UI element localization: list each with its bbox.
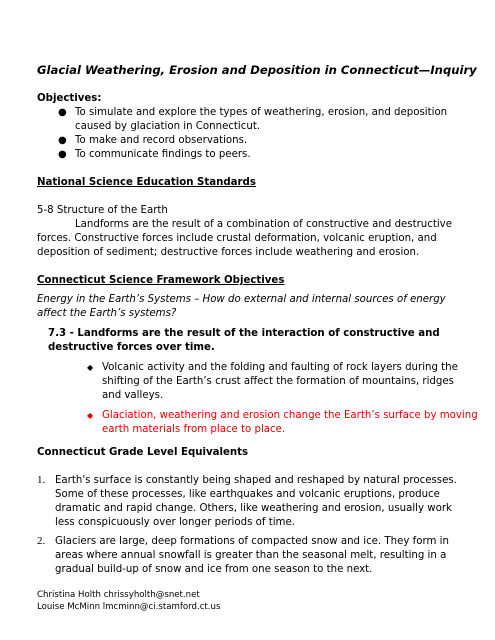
objectives-heading: Objectives: xyxy=(37,93,102,104)
csf-standard-line: destructive forces over time. xyxy=(48,342,215,353)
cgle-item-line: Glaciers are large, deep formations of compacted snow and ice. They form in xyxy=(55,536,449,547)
csf-question-line: affect the Earth’s systems? xyxy=(37,308,177,319)
objective-item: To make and record observations. xyxy=(75,135,248,146)
cgle-heading: Connecticut Grade Level Equivalents xyxy=(37,447,249,458)
cgle-item-line: areas where annual snowfall is greater than the seasonal melt, resulting in a xyxy=(55,550,447,561)
cgle-item-number: 1. xyxy=(37,474,46,486)
document-title: Glacial Weathering, Erosion and Deposition in Connecticut—Inquiry xyxy=(37,63,477,77)
nses-text-line: deposition of sediment; destructive forces include weathering and erosion. xyxy=(37,247,420,258)
footer-author-1: Christina Holth chrissyholth@snet.net xyxy=(37,590,200,600)
nses-text-line: forces. Constructive forces include crustal deformation, volcanic eruption, and xyxy=(37,233,437,244)
csf-bullet-line: and valleys. xyxy=(102,390,164,401)
cgle-item-line: gradual build-up of snow and ice from one season to the next. xyxy=(55,564,373,575)
objective-item-cont: caused by glaciation in Connecticut. xyxy=(75,121,261,132)
bullet-dot-icon: ● xyxy=(58,149,67,160)
cgle-item-line: Some of these processes, like earthquakes and volcanic eruptions, produce xyxy=(55,489,440,500)
cgle-item-line: dramatic and rapid change. Others, like weathering and erosion, usually work xyxy=(55,503,452,514)
diamond-bullet-icon: ◆ xyxy=(87,411,94,420)
diamond-bullet-icon: ◆ xyxy=(87,363,94,372)
csf-heading: Connecticut Science Framework Objectives xyxy=(37,275,285,286)
cgle-item-number: 2. xyxy=(37,535,46,547)
csf-bullet-line: Volcanic activity and the folding and faulting of rock layers during the xyxy=(102,362,458,373)
csf-bullet-line-highlight: Glaciation, weathering and erosion change the Earth’s surface by moving xyxy=(102,410,478,421)
bullet-dot-icon: ● xyxy=(58,107,67,118)
csf-bullet-line: shifting of the Earth’s crust affect the formation of mountains, ridges xyxy=(102,376,454,387)
nses-heading: National Science Education Standards xyxy=(37,177,256,188)
cgle-item-line: less conspicuously over longer periods of time. xyxy=(55,517,295,528)
nses-subheading: 5-8 Structure of the Earth xyxy=(37,205,168,216)
footer-author-2: Louise McMinn lmcminn@ci.stamford.ct.us xyxy=(37,602,221,612)
nses-text-line: Landforms are the result of a combination of constructive and destructive xyxy=(75,219,452,230)
objective-item: To communicate findings to peers. xyxy=(75,149,251,160)
bullet-dot-icon: ● xyxy=(58,135,67,146)
csf-standard-line: 7.3 - Landforms are the result of the interaction of constructive and xyxy=(48,328,440,339)
csf-question-line: Energy in the Earth’s Systems – How do external and internal sources of energy xyxy=(37,294,446,305)
objective-item: To simulate and explore the types of weathering, erosion, and deposition xyxy=(75,107,448,118)
cgle-item-line: Earth's surface is constantly being shaped and reshaped by natural processes. xyxy=(55,475,457,486)
csf-bullet-line-highlight: earth materials from place to place. xyxy=(102,424,286,435)
